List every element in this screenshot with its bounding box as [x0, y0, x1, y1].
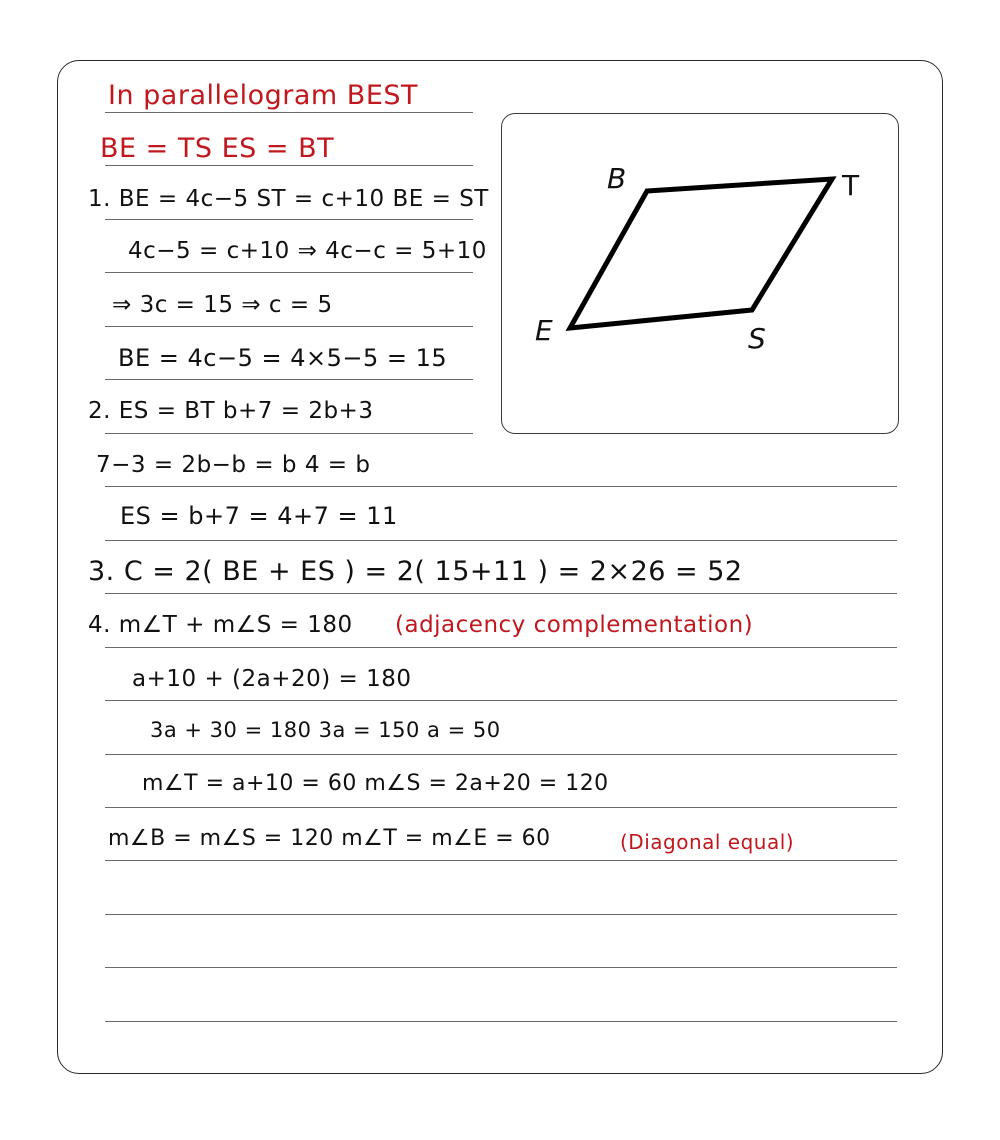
step-4-line-4: m∠T = a+10 = 60 m∠S = 2a+20 = 120: [142, 771, 609, 796]
step-2-line-1: 2. ES = BT b+7 = 2b+3: [88, 398, 374, 424]
step-4-line-3: 3a + 30 = 180 3a = 150 a = 50: [150, 718, 501, 742]
rule-line: [105, 433, 473, 434]
rule-line: [105, 914, 897, 915]
step-4-line-1: 4. m∠T + m∠S = 180: [88, 612, 353, 638]
parallelogram-figure: [502, 114, 898, 433]
rule-line: [105, 486, 897, 487]
rule-line: [105, 540, 897, 541]
title: In parallelogram BEST: [108, 80, 419, 111]
step-2-line-3: ES = b+7 = 4+7 = 11: [120, 502, 398, 530]
step-2-line-2: 7−3 = 2b−b = b 4 = b: [96, 452, 371, 478]
step-4-line-5: m∠B = m∠S = 120 m∠T = m∠E = 60: [108, 826, 551, 851]
given-equalities: BE = TS ES = BT: [100, 133, 335, 164]
rule-line: [105, 647, 897, 648]
step-1-line-4: BE = 4c−5 = 4×5−5 = 15: [118, 344, 448, 372]
rule-line: [105, 860, 897, 861]
rule-line: [105, 807, 897, 808]
rule-line: [105, 165, 473, 166]
note-adjacency: (adjacency complementation): [395, 612, 754, 638]
step-1-line-2: 4c−5 = c+10 ⇒ 4c−c = 5+10: [128, 238, 487, 264]
step-1-line-3: ⇒ 3c = 15 ⇒ c = 5: [112, 292, 333, 318]
rule-line: [105, 754, 897, 755]
step-1-line-1: 1. BE = 4c−5 ST = c+10 BE = ST: [88, 186, 489, 212]
vertex-label-e: E: [535, 314, 553, 347]
rule-line: [105, 1021, 897, 1022]
vertex-label-s: S: [748, 322, 766, 355]
rule-line: [105, 326, 473, 327]
rule-line: [105, 593, 897, 594]
note-diagonal: (Diagonal equal): [620, 830, 795, 854]
rule-line: [105, 112, 473, 113]
diagram-box: [501, 113, 899, 434]
step-3-line-1: 3. C = 2( BE + ES ) = 2( 15+11 ) = 2×26 = 52: [88, 556, 743, 587]
rule-line: [105, 219, 473, 220]
rule-line: [105, 967, 897, 968]
vertex-label-b: B: [607, 162, 627, 195]
rule-line: [105, 379, 473, 380]
vertex-label-t: T: [842, 169, 860, 202]
rule-line: [105, 272, 473, 273]
step-4-line-2: a+10 + (2a+20) = 180: [132, 666, 412, 692]
rule-line: [105, 700, 897, 701]
